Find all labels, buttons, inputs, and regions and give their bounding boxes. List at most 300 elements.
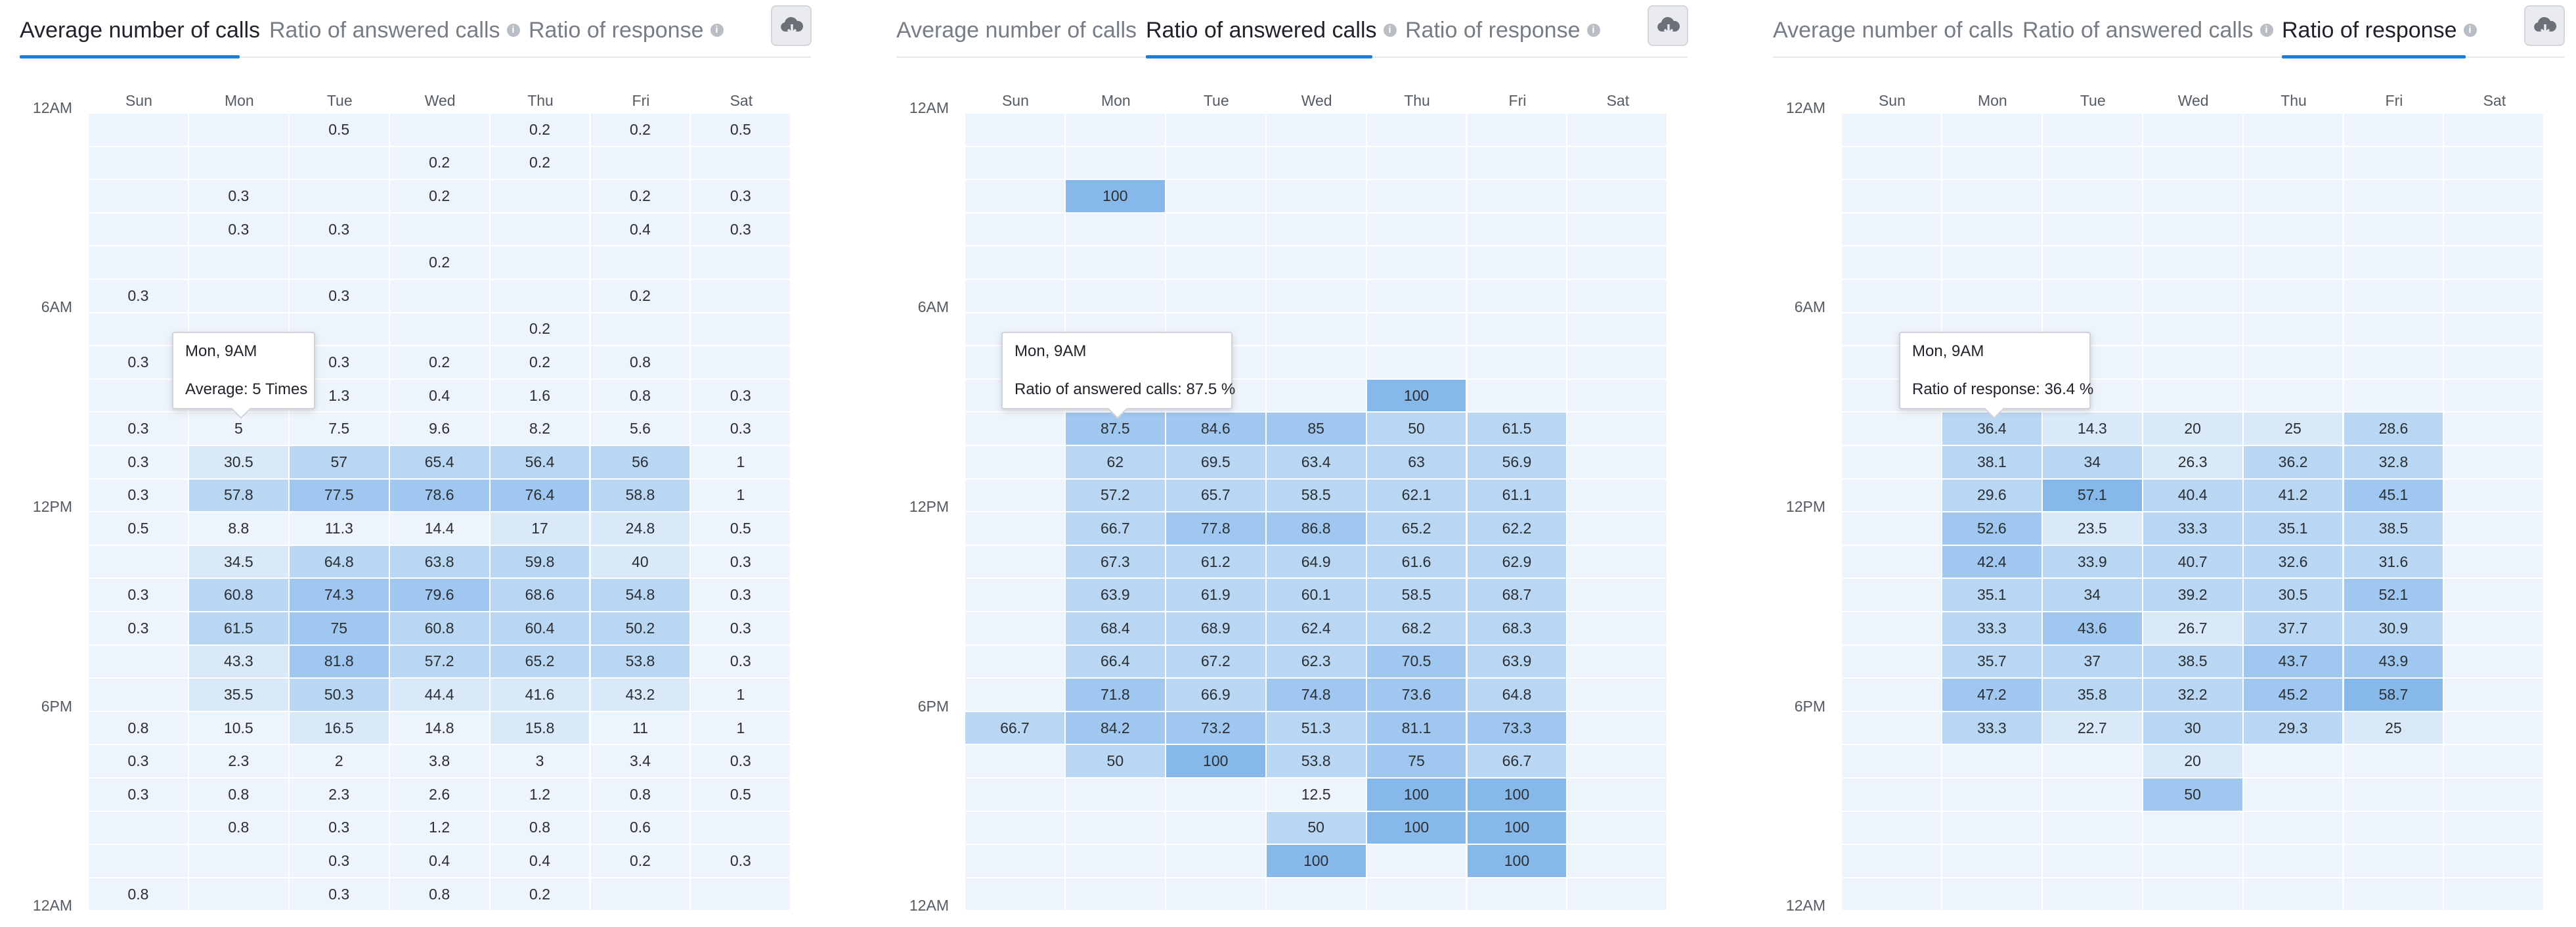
- heatmap-cell[interactable]: [965, 246, 1066, 280]
- heatmap-cell[interactable]: 0.3: [89, 346, 189, 380]
- heatmap-cell[interactable]: [2444, 380, 2544, 413]
- tab-answered-ratio[interactable]: [2022, 14, 2273, 46]
- heatmap-cell[interactable]: 0.3: [691, 745, 791, 779]
- heatmap-cell[interactable]: [965, 745, 1066, 779]
- heatmap-cell[interactable]: [2444, 280, 2544, 313]
- heatmap-cell[interactable]: 0.2: [491, 346, 591, 380]
- heatmap-cell[interactable]: 14.3: [2043, 413, 2143, 446]
- heatmap-cell[interactable]: [2143, 147, 2244, 181]
- heatmap-cell[interactable]: [1567, 646, 1668, 679]
- heatmap-cell[interactable]: 61.9: [1166, 579, 1267, 612]
- heatmap-cell[interactable]: [1066, 246, 1166, 280]
- heatmap-cell[interactable]: 87.5: [1066, 413, 1166, 446]
- heatmap-cell[interactable]: 63.9: [1066, 579, 1166, 612]
- heatmap-cell[interactable]: 67.2: [1166, 646, 1267, 679]
- heatmap-cell[interactable]: [1166, 147, 1267, 181]
- heatmap-cell[interactable]: 0.2: [591, 280, 691, 313]
- heatmap-cell[interactable]: [1468, 346, 1568, 380]
- heatmap-cell[interactable]: 0.5: [290, 114, 390, 147]
- download-button[interactable]: [2524, 5, 2565, 46]
- heatmap-cell[interactable]: [691, 280, 791, 313]
- heatmap-cell[interactable]: [2043, 779, 2143, 812]
- heatmap-cell[interactable]: [2043, 280, 2143, 313]
- heatmap-cell[interactable]: [2444, 579, 2544, 612]
- heatmap-cell[interactable]: 35.5: [189, 679, 290, 712]
- heatmap-cell[interactable]: [1567, 147, 1668, 181]
- heatmap-cell[interactable]: [390, 313, 491, 347]
- heatmap-cell[interactable]: [1942, 214, 2043, 247]
- heatmap-cell[interactable]: 42.4: [1942, 546, 2043, 579]
- heatmap-cell[interactable]: 77.8: [1166, 512, 1267, 546]
- heatmap-cell[interactable]: [1066, 147, 1166, 181]
- heatmap-cell[interactable]: [1842, 779, 1942, 812]
- heatmap-cell[interactable]: 62.1: [1367, 480, 1468, 513]
- heatmap-cell[interactable]: [1468, 147, 1568, 181]
- heatmap-cell[interactable]: [1166, 812, 1267, 846]
- heatmap-cell[interactable]: 0.5: [691, 114, 791, 147]
- heatmap-cell[interactable]: 0.3: [290, 812, 390, 846]
- tab-answered-ratio[interactable]: [1146, 14, 1397, 46]
- heatmap-cell[interactable]: 0.8: [390, 878, 491, 912]
- heatmap-cell[interactable]: 59.8: [491, 546, 591, 579]
- heatmap-cell[interactable]: 12.5: [1267, 779, 1367, 812]
- heatmap-cell[interactable]: 0.2: [591, 114, 691, 147]
- heatmap-cell[interactable]: 26.3: [2143, 446, 2244, 480]
- heatmap-cell[interactable]: [1942, 280, 2043, 313]
- heatmap-cell[interactable]: 67.3: [1066, 546, 1166, 579]
- heatmap-cell[interactable]: [491, 214, 591, 247]
- heatmap-cell[interactable]: 32.6: [2244, 546, 2344, 579]
- heatmap-cell[interactable]: 2: [290, 745, 390, 779]
- heatmap-cell[interactable]: 60.4: [491, 612, 591, 646]
- heatmap-cell[interactable]: [1066, 878, 1166, 912]
- heatmap-cell[interactable]: [290, 147, 390, 181]
- heatmap-cell[interactable]: 71.8: [1066, 679, 1166, 712]
- heatmap-cell[interactable]: [1842, 512, 1942, 546]
- heatmap-cell[interactable]: 51.3: [1267, 712, 1367, 746]
- heatmap-cell[interactable]: [965, 413, 1066, 446]
- heatmap-cell[interactable]: 50: [1066, 745, 1166, 779]
- heatmap-cell[interactable]: 0.2: [390, 346, 491, 380]
- heatmap-cell[interactable]: [2444, 114, 2544, 147]
- heatmap-cell[interactable]: [89, 646, 189, 679]
- heatmap-cell[interactable]: [2244, 779, 2344, 812]
- heatmap-cell[interactable]: 56: [591, 446, 691, 480]
- heatmap-cell[interactable]: [691, 147, 791, 181]
- heatmap-cell[interactable]: 50: [1267, 812, 1367, 846]
- heatmap-cell[interactable]: 62.2: [1468, 512, 1568, 546]
- heatmap-cell[interactable]: 20: [2143, 745, 2244, 779]
- heatmap-cell[interactable]: 24.8: [591, 512, 691, 546]
- heatmap-cell[interactable]: [965, 147, 1066, 181]
- heatmap-cell[interactable]: 56.4: [491, 446, 591, 480]
- heatmap-cell[interactable]: 8.8: [189, 512, 290, 546]
- heatmap-cell[interactable]: [1842, 546, 1942, 579]
- heatmap-cell[interactable]: [591, 313, 691, 347]
- heatmap-cell[interactable]: 3.4: [591, 745, 691, 779]
- heatmap-cell[interactable]: 56.9: [1468, 446, 1568, 480]
- heatmap-cell[interactable]: 62: [1066, 446, 1166, 480]
- heatmap-cell[interactable]: [2444, 346, 2544, 380]
- heatmap-cell[interactable]: [1942, 147, 2043, 181]
- heatmap-cell[interactable]: 57.1: [2043, 480, 2143, 513]
- heatmap-cell[interactable]: 1: [691, 679, 791, 712]
- heatmap-cell[interactable]: 0.3: [89, 612, 189, 646]
- heatmap-cell[interactable]: [1166, 878, 1267, 912]
- heatmap-cell[interactable]: 34.5: [189, 546, 290, 579]
- heatmap-cell[interactable]: 1.2: [390, 812, 491, 846]
- heatmap-cell[interactable]: 66.7: [965, 712, 1066, 746]
- heatmap-cell[interactable]: 2.6: [390, 779, 491, 812]
- heatmap-cell[interactable]: [1066, 280, 1166, 313]
- heatmap-cell[interactable]: 69.5: [1166, 446, 1267, 480]
- heatmap-cell[interactable]: [1567, 612, 1668, 646]
- heatmap-cell[interactable]: 0.3: [89, 446, 189, 480]
- heatmap-cell[interactable]: 0.3: [691, 579, 791, 612]
- heatmap-cell[interactable]: 63: [1367, 446, 1468, 480]
- heatmap-cell[interactable]: [1267, 380, 1367, 413]
- heatmap-cell[interactable]: 0.3: [89, 745, 189, 779]
- heatmap-cell[interactable]: [965, 214, 1066, 247]
- heatmap-cell[interactable]: [390, 280, 491, 313]
- heatmap-cell[interactable]: 61.1: [1468, 480, 1568, 513]
- heatmap-cell[interactable]: [1166, 280, 1267, 313]
- heatmap-cell[interactable]: 0.8: [89, 878, 189, 912]
- heatmap-cell[interactable]: [2244, 878, 2344, 912]
- heatmap-cell[interactable]: [290, 246, 390, 280]
- heatmap-cell[interactable]: 0.3: [691, 214, 791, 247]
- heatmap-cell[interactable]: [1942, 812, 2043, 846]
- heatmap-cell[interactable]: [1468, 380, 1568, 413]
- heatmap-cell[interactable]: 0.2: [390, 180, 491, 214]
- heatmap-cell[interactable]: [1367, 280, 1468, 313]
- heatmap-cell[interactable]: 62.3: [1267, 646, 1367, 679]
- heatmap-cell[interactable]: [2444, 246, 2544, 280]
- heatmap-cell[interactable]: [1367, 180, 1468, 214]
- heatmap-cell[interactable]: [2244, 313, 2344, 347]
- heatmap-cell[interactable]: 0.8: [591, 779, 691, 812]
- heatmap-cell[interactable]: [1567, 546, 1668, 579]
- heatmap-cell[interactable]: [965, 114, 1066, 147]
- heatmap-cell[interactable]: [189, 280, 290, 313]
- heatmap-cell[interactable]: 58.7: [2344, 679, 2445, 712]
- heatmap-cell[interactable]: 33.9: [2043, 546, 2143, 579]
- heatmap-cell[interactable]: 81.8: [290, 646, 390, 679]
- heatmap-cell[interactable]: 17: [491, 512, 591, 546]
- heatmap-cell[interactable]: [2143, 812, 2244, 846]
- heatmap-cell[interactable]: 68.9: [1166, 612, 1267, 646]
- heatmap-cell[interactable]: 1: [691, 480, 791, 513]
- heatmap-cell[interactable]: 14.4: [390, 512, 491, 546]
- heatmap-cell[interactable]: [1567, 313, 1668, 347]
- heatmap-cell[interactable]: 57.8: [189, 480, 290, 513]
- heatmap-cell[interactable]: [189, 845, 290, 878]
- heatmap-cell[interactable]: [2444, 812, 2544, 846]
- heatmap-cell[interactable]: [2444, 413, 2544, 446]
- heatmap-cell[interactable]: [1367, 246, 1468, 280]
- heatmap-cell[interactable]: [965, 646, 1066, 679]
- heatmap-cell[interactable]: 14.8: [390, 712, 491, 746]
- heatmap-cell[interactable]: 41.6: [491, 679, 591, 712]
- heatmap-cell[interactable]: [2244, 147, 2344, 181]
- heatmap-cell[interactable]: 74.8: [1267, 679, 1367, 712]
- heatmap-cell[interactable]: [1567, 745, 1668, 779]
- heatmap-cell[interactable]: 30.5: [2244, 579, 2344, 612]
- heatmap-cell[interactable]: [2043, 845, 2143, 878]
- tab-average-calls[interactable]: [1773, 14, 2013, 46]
- heatmap-cell[interactable]: [2143, 246, 2244, 280]
- heatmap-cell[interactable]: [2444, 313, 2544, 347]
- heatmap-cell[interactable]: 50.3: [290, 679, 390, 712]
- heatmap-cell[interactable]: [1367, 878, 1468, 912]
- heatmap-cell[interactable]: [691, 346, 791, 380]
- heatmap-cell[interactable]: 100: [1166, 745, 1267, 779]
- heatmap-cell[interactable]: [2344, 114, 2445, 147]
- heatmap-cell[interactable]: 53.8: [591, 646, 691, 679]
- heatmap-cell[interactable]: [1267, 313, 1367, 347]
- heatmap-cell[interactable]: 40.4: [2143, 480, 2244, 513]
- heatmap-cell[interactable]: [1367, 214, 1468, 247]
- heatmap-cell[interactable]: 10.5: [189, 712, 290, 746]
- heatmap-cell[interactable]: 68.2: [1367, 612, 1468, 646]
- heatmap-cell[interactable]: 2.3: [290, 779, 390, 812]
- heatmap-cell[interactable]: [89, 679, 189, 712]
- heatmap-cell[interactable]: [1842, 812, 1942, 846]
- heatmap-cell[interactable]: 2.3: [189, 745, 290, 779]
- heatmap-cell[interactable]: [1567, 346, 1668, 380]
- heatmap-cell[interactable]: [390, 214, 491, 247]
- heatmap-cell[interactable]: 65.7: [1166, 480, 1267, 513]
- heatmap-cell[interactable]: [1567, 512, 1668, 546]
- heatmap-cell[interactable]: 35.1: [2244, 512, 2344, 546]
- heatmap-cell[interactable]: [2444, 180, 2544, 214]
- heatmap-cell[interactable]: 73.3: [1468, 712, 1568, 746]
- heatmap-cell[interactable]: [1367, 845, 1468, 878]
- heatmap-cell[interactable]: [965, 812, 1066, 846]
- heatmap-cell[interactable]: 68.4: [1066, 612, 1166, 646]
- heatmap-cell[interactable]: [2444, 845, 2544, 878]
- heatmap-cell[interactable]: [1842, 646, 1942, 679]
- heatmap-cell[interactable]: 26.7: [2143, 612, 2244, 646]
- heatmap-cell[interactable]: [1842, 712, 1942, 746]
- heatmap-cell[interactable]: [1267, 214, 1367, 247]
- heatmap-cell[interactable]: 85: [1267, 413, 1367, 446]
- heatmap-cell[interactable]: [1468, 313, 1568, 347]
- heatmap-cell[interactable]: 0.5: [691, 779, 791, 812]
- heatmap-cell[interactable]: 57.2: [390, 646, 491, 679]
- heatmap-cell[interactable]: 16.5: [290, 712, 390, 746]
- heatmap-cell[interactable]: [2043, 878, 2143, 912]
- heatmap-cell[interactable]: 86.8: [1267, 512, 1367, 546]
- heatmap-cell[interactable]: [2444, 147, 2544, 181]
- heatmap-cell[interactable]: 75: [290, 612, 390, 646]
- heatmap-cell[interactable]: [2344, 878, 2445, 912]
- heatmap-cell[interactable]: 52.1: [2344, 579, 2445, 612]
- heatmap-cell[interactable]: 75: [1367, 745, 1468, 779]
- heatmap-cell[interactable]: [965, 579, 1066, 612]
- tab-average-calls[interactable]: [20, 14, 260, 46]
- heatmap-cell[interactable]: 25: [2244, 413, 2344, 446]
- heatmap-cell[interactable]: [2244, 246, 2344, 280]
- download-button[interactable]: [771, 5, 812, 46]
- heatmap-cell[interactable]: 0.2: [591, 845, 691, 878]
- heatmap-cell[interactable]: 35.8: [2043, 679, 2143, 712]
- heatmap-cell[interactable]: [89, 180, 189, 214]
- heatmap-cell[interactable]: 68.3: [1468, 612, 1568, 646]
- heatmap-cell[interactable]: [965, 679, 1066, 712]
- heatmap-cell[interactable]: 33.3: [1942, 712, 2043, 746]
- heatmap-cell[interactable]: [965, 878, 1066, 912]
- heatmap-cell[interactable]: 0.3: [89, 280, 189, 313]
- heatmap-cell[interactable]: 0.6: [591, 812, 691, 846]
- heatmap-cell[interactable]: [2344, 380, 2445, 413]
- heatmap-cell[interactable]: 44.4: [390, 679, 491, 712]
- heatmap-cell[interactable]: [1567, 579, 1668, 612]
- heatmap-cell[interactable]: [1567, 214, 1668, 247]
- heatmap-cell[interactable]: [2444, 546, 2544, 579]
- heatmap-cell[interactable]: 1: [691, 446, 791, 480]
- heatmap-cell[interactable]: 58.5: [1367, 579, 1468, 612]
- heatmap-cell[interactable]: [2143, 313, 2244, 347]
- heatmap-cell[interactable]: [1066, 214, 1166, 247]
- heatmap-cell[interactable]: [591, 246, 691, 280]
- download-button[interactable]: [1648, 5, 1688, 46]
- heatmap-cell[interactable]: 58.5: [1267, 480, 1367, 513]
- heatmap-cell[interactable]: [965, 446, 1066, 480]
- heatmap-cell[interactable]: 31.6: [2344, 546, 2445, 579]
- heatmap-cell[interactable]: [2344, 812, 2445, 846]
- heatmap-cell[interactable]: [1468, 246, 1568, 280]
- heatmap-cell[interactable]: [2244, 745, 2344, 779]
- heatmap-cell[interactable]: [2444, 712, 2544, 746]
- heatmap-cell[interactable]: 35.7: [1942, 646, 2043, 679]
- heatmap-cell[interactable]: 0.8: [591, 346, 691, 380]
- heatmap-cell[interactable]: 33.3: [2143, 512, 2244, 546]
- heatmap-cell[interactable]: 100: [1468, 812, 1568, 846]
- heatmap-cell[interactable]: 66.7: [1066, 512, 1166, 546]
- heatmap-cell[interactable]: 60.8: [189, 579, 290, 612]
- heatmap-cell[interactable]: 0.2: [491, 878, 591, 912]
- heatmap-cell[interactable]: [2444, 878, 2544, 912]
- heatmap-cell[interactable]: 66.4: [1066, 646, 1166, 679]
- heatmap-cell[interactable]: 0.8: [89, 712, 189, 746]
- heatmap-cell[interactable]: [1842, 745, 1942, 779]
- heatmap-cell[interactable]: 3.8: [390, 745, 491, 779]
- heatmap-cell[interactable]: [1942, 779, 2043, 812]
- heatmap-cell[interactable]: 8.2: [491, 413, 591, 446]
- heatmap-cell[interactable]: [2244, 180, 2344, 214]
- heatmap-cell[interactable]: 65.2: [1367, 512, 1468, 546]
- heatmap-cell[interactable]: 0.3: [691, 180, 791, 214]
- tab-average-calls[interactable]: [896, 14, 1137, 46]
- heatmap-cell[interactable]: 25: [2344, 712, 2445, 746]
- heatmap-cell[interactable]: [2143, 845, 2244, 878]
- heatmap-cell[interactable]: 0.3: [691, 413, 791, 446]
- heatmap-cell[interactable]: [1842, 114, 1942, 147]
- heatmap-cell[interactable]: 0.2: [390, 147, 491, 181]
- heatmap-cell[interactable]: 30.5: [189, 446, 290, 480]
- heatmap-cell[interactable]: 11: [591, 712, 691, 746]
- heatmap-cell[interactable]: 0.3: [691, 845, 791, 878]
- tab-answered-ratio[interactable]: [269, 14, 520, 46]
- heatmap-cell[interactable]: [2244, 214, 2344, 247]
- heatmap-cell[interactable]: 33.3: [1942, 612, 2043, 646]
- heatmap-cell[interactable]: 73.6: [1367, 679, 1468, 712]
- heatmap-cell[interactable]: 60.1: [1267, 579, 1367, 612]
- heatmap-cell[interactable]: [1842, 413, 1942, 446]
- heatmap-cell[interactable]: [189, 114, 290, 147]
- heatmap-cell[interactable]: 84.6: [1166, 413, 1267, 446]
- heatmap-cell[interactable]: 40: [591, 546, 691, 579]
- heatmap-cell[interactable]: [1367, 346, 1468, 380]
- heatmap-cell[interactable]: [2143, 214, 2244, 247]
- heatmap-cell[interactable]: 0.3: [691, 380, 791, 413]
- heatmap-cell[interactable]: [89, 246, 189, 280]
- heatmap-cell[interactable]: 0.3: [89, 413, 189, 446]
- heatmap-cell[interactable]: 50: [2143, 779, 2244, 812]
- heatmap-cell[interactable]: 0.3: [189, 214, 290, 247]
- heatmap-cell[interactable]: 0.4: [591, 214, 691, 247]
- heatmap-cell[interactable]: [2143, 114, 2244, 147]
- heatmap-cell[interactable]: 0.3: [89, 480, 189, 513]
- heatmap-cell[interactable]: 36.4: [1942, 413, 2043, 446]
- heatmap-cell[interactable]: 29.6: [1942, 480, 2043, 513]
- heatmap-cell[interactable]: 0.3: [89, 779, 189, 812]
- heatmap-cell[interactable]: 78.6: [390, 480, 491, 513]
- heatmap-cell[interactable]: [2344, 246, 2445, 280]
- heatmap-cell[interactable]: 65.4: [390, 446, 491, 480]
- heatmap-cell[interactable]: [1567, 712, 1668, 746]
- heatmap-cell[interactable]: [1367, 313, 1468, 347]
- heatmap-cell[interactable]: [1567, 845, 1668, 878]
- heatmap-cell[interactable]: [2244, 346, 2344, 380]
- heatmap-cell[interactable]: [691, 246, 791, 280]
- heatmap-cell[interactable]: [2043, 745, 2143, 779]
- heatmap-cell[interactable]: 64.9: [1267, 546, 1367, 579]
- heatmap-cell[interactable]: 100: [1367, 812, 1468, 846]
- heatmap-cell[interactable]: 100: [1468, 845, 1568, 878]
- heatmap-cell[interactable]: [1267, 114, 1367, 147]
- heatmap-cell[interactable]: [591, 878, 691, 912]
- heatmap-cell[interactable]: 11.3: [290, 512, 390, 546]
- heatmap-cell[interactable]: 81.1: [1367, 712, 1468, 746]
- heatmap-cell[interactable]: [1567, 280, 1668, 313]
- heatmap-cell[interactable]: 39.2: [2143, 579, 2244, 612]
- heatmap-cell[interactable]: [89, 546, 189, 579]
- heatmap-cell[interactable]: 34: [2043, 446, 2143, 480]
- heatmap-cell[interactable]: [1567, 246, 1668, 280]
- heatmap-cell[interactable]: 0.8: [189, 812, 290, 846]
- heatmap-cell[interactable]: 0.4: [390, 380, 491, 413]
- heatmap-cell[interactable]: 0.3: [189, 180, 290, 214]
- heatmap-cell[interactable]: 0.5: [89, 512, 189, 546]
- heatmap-cell[interactable]: 37.7: [2244, 612, 2344, 646]
- heatmap-cell[interactable]: 100: [1267, 845, 1367, 878]
- heatmap-cell[interactable]: 0.3: [290, 214, 390, 247]
- heatmap-cell[interactable]: 53.8: [1267, 745, 1367, 779]
- heatmap-cell[interactable]: 0.2: [491, 147, 591, 181]
- heatmap-cell[interactable]: 54.8: [591, 579, 691, 612]
- heatmap-cell[interactable]: [189, 878, 290, 912]
- heatmap-cell[interactable]: [2244, 280, 2344, 313]
- heatmap-cell[interactable]: [1567, 480, 1668, 513]
- heatmap-cell[interactable]: [965, 845, 1066, 878]
- heatmap-cell[interactable]: 50: [1367, 413, 1468, 446]
- heatmap-cell[interactable]: [2444, 646, 2544, 679]
- heatmap-cell[interactable]: [2143, 380, 2244, 413]
- heatmap-cell[interactable]: [2043, 114, 2143, 147]
- heatmap-cell[interactable]: 43.6: [2043, 612, 2143, 646]
